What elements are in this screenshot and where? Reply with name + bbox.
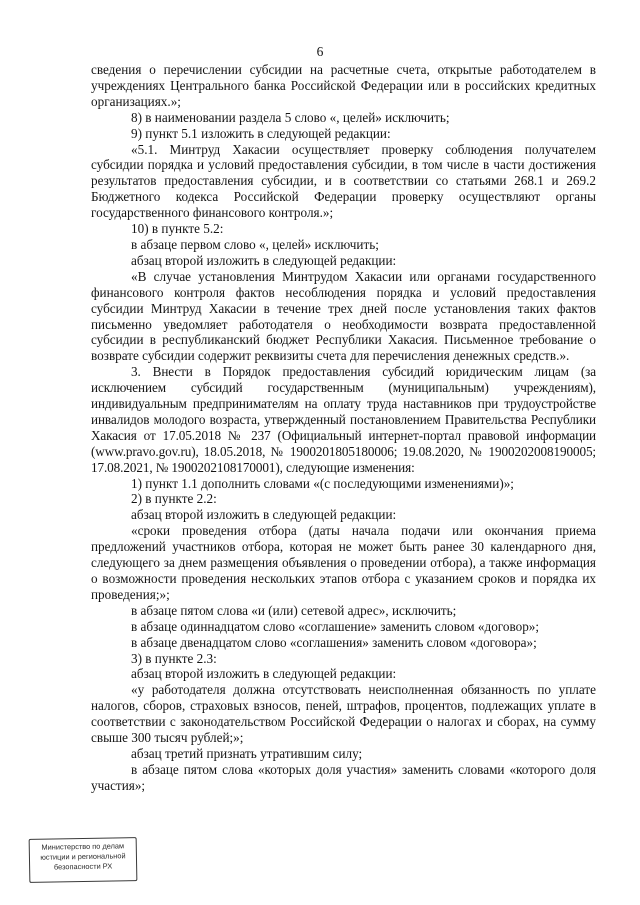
- stamp-line-3: безопасности РХ: [53, 861, 113, 872]
- paragraph-5: 10) в пункте 5.2:: [131, 221, 224, 237]
- paragraph-19: «у работодателя должна отсутствовать неисполненная обязанность по уплате налогов, сборов, страховых взносов, пеней, штрафов, процентов, подлежащих уплате в соответствии с законодательством Российской Федерации о налогах и сборах, на сумму свыше 300 тысяч рублей;»;: [91, 682, 596, 746]
- paragraph-20: абзац третий признать утратившим силу;: [131, 745, 363, 761]
- paragraph-21: в абзаце пятом слова «которых доля участия» заменить словами «которого доля участия»;: [91, 761, 596, 793]
- document-body: [91, 62, 596, 794]
- paragraph-18: абзац второй изложить в следующей редакции:: [131, 666, 397, 682]
- paragraph-15: в абзаце одиннадцатом слово «соглашение» заменить словом «договор»;: [131, 618, 540, 634]
- paragraph-17: 3) в пункте 2.3:: [131, 650, 217, 666]
- paragraph-11: 2) в пункте 2.2:: [131, 491, 217, 507]
- stamp-line-1: Министерство по делам: [41, 841, 125, 852]
- paragraph-8: «В случае установления Минтрудом Хакасии или органами государственного финансового контроля фактов несоблюдения порядка и условий предоставления субсидии Минтруд Хакасии в течение трех дней после установления таких фактов письменно уведомляет работодателя о необходимости возврата предоставленной субсидии в республиканский бюджет Республики Хакасия. Письменное требование о возврате субсидии содержит реквизиты счета для перечисления денежных средств.».: [91, 268, 596, 364]
- page-number: 6: [316, 44, 324, 59]
- paragraph-12: абзац второй изложить в следующей редакции:: [131, 507, 397, 523]
- paragraph-1: сведения о перечислении субсидии на расчетные счета, открытые работодателем в учреждениях Центрального банка Российской Федерации или в российских кредитных организациях.»;: [91, 62, 596, 109]
- paragraph-3: 9) пункт 5.1 изложить в следующей редакции:: [131, 125, 391, 141]
- paragraph-2: 8) в наименовании раздела 5 слово «, целей» исключить;: [131, 109, 450, 125]
- paragraph-14: в абзаце пятом слова «и (или) сетевой адрес», исключить;: [131, 602, 457, 618]
- paragraph-13: «сроки проведения отбора (даты начала подачи или окончания приема предложений участников отбора, которая не может быть ранее 30 календарного дня, следующего за днем размещения объявления о проведении отбора), а также информация о возможности проведения нескольких этапов отбора с указанием сроков и порядка их проведения;»;: [91, 523, 596, 602]
- registration-stamp: [29, 837, 138, 883]
- paragraph-10: 1) пункт 1.1 дополнить словами «(с последующими изменениями)»;: [131, 475, 514, 491]
- paragraph-16: в абзаце двенадцатом слово «соглашения» заменить словом «договора»;: [131, 634, 537, 650]
- paragraph-6: в абзаце первом слово «, целей» исключить;: [131, 236, 379, 252]
- paragraph-7: абзац второй изложить в следующей редакции:: [131, 252, 397, 268]
- stamp-line-2: юстиции и региональной: [40, 851, 126, 862]
- paragraph-9: 3. Внести в Порядок предоставления субсидий юридическим лицам (за исключением субсидий государственным (муниципальным) учреждениям), индивидуальным предпринимателям на оплату труда наставников при трудоустройстве инвалидов молодого возраста, утвержденный постановлением Правительства Республики Хакасия от 17.05.2018 № 237 (Официальный интернет-портал правовой информации (www.pravo.gov.ru), 18.05.2018, № 1900201805180006; 19.08.2020, № 1900202008190005; 17.08.2021, № 1900202108170001), следующие изменения:: [91, 364, 596, 475]
- paragraph-4: «5.1. Минтруд Хакасии осуществляет проверку соблюдения получателем субсидии порядка и условий предоставления субсидии, в том числе в части достижения результатов предоставления субсидии, и в соответствии со статьями 268.1 и 269.2 Бюджетного кодекса Российской Федерации проверку осуществляют органы государственного финансового контроля.»;: [91, 141, 596, 221]
